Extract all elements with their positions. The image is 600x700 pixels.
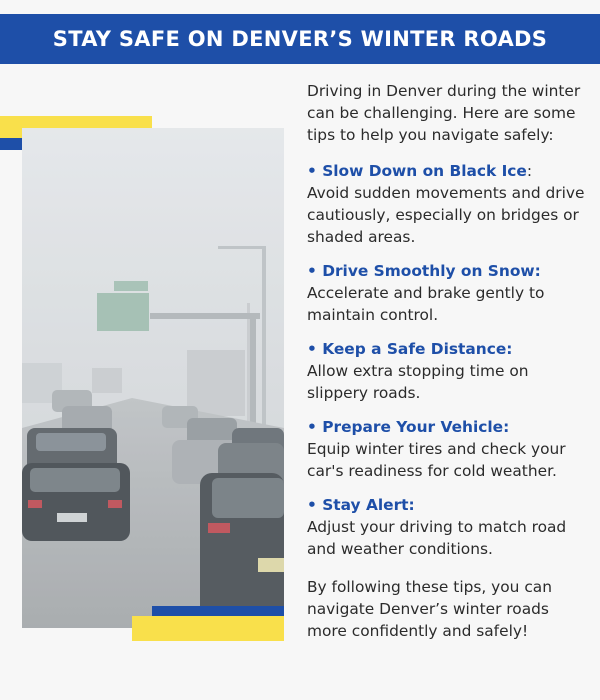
tip-vehicle [307,416,589,482]
tip-body: Avoid sudden movements and drive cautiously, especially on bridges or shaded areas. [307,184,585,246]
tip-title: • Drive Smoothly on Snow: [307,262,541,280]
tip-body: Allow extra stopping time on slippery roads. [307,362,529,402]
tip-body: Equip winter tires and check your car's readiness for cold weather. [307,440,566,480]
tip-body: Accelerate and brake gently to maintain control. [307,284,545,324]
header-banner [0,14,600,64]
tip-snow [307,260,589,326]
content-column [307,80,589,656]
tip-body: Adjust your driving to match road and weather conditions. [307,518,567,558]
snowy-highway-illustration [22,128,284,628]
tip-title: • Prepare Your Vehicle: [307,418,510,436]
tip-black-ice [307,160,589,248]
outro-paragraph: By following these tips, you can navigate Denver’s winter roads more confidently and safely! [307,578,552,640]
intro-paragraph: Driving in Denver during the winter can be challenging. Here are some tips to help you navigate safely: [307,82,581,144]
page-title: STAY SAFE ON DENVER’S WINTER ROADS [52,27,548,51]
tip-alert [307,494,589,560]
tip-title: • Slow Down on Black Ice [307,162,527,180]
tip-distance [307,338,589,404]
yellow-accent-bar-bottom [132,616,284,641]
tip-title: • Keep a Safe Distance: [307,340,513,358]
tip-title: • Stay Alert: [307,496,415,514]
snowy-highway-photo [22,128,284,628]
tip-title-colon: : [526,162,533,180]
